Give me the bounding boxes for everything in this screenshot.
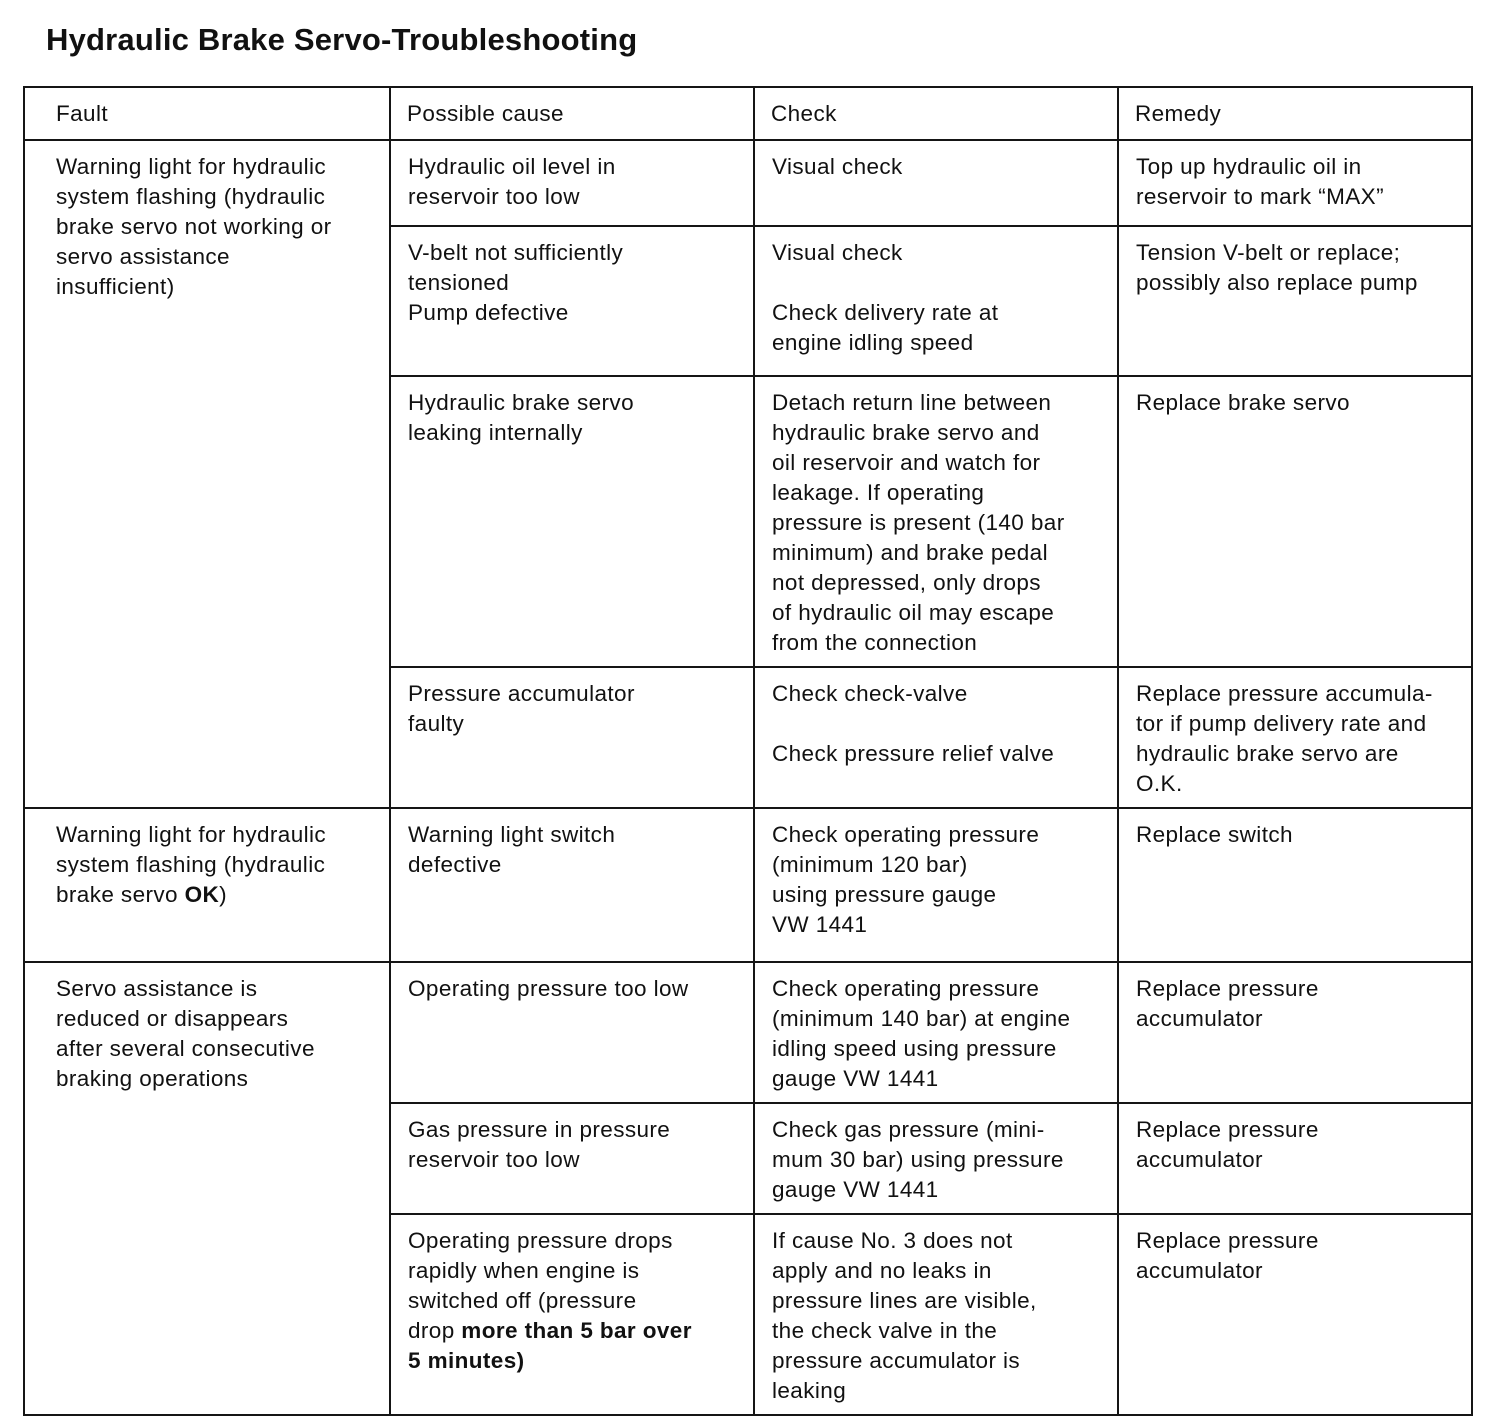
cause-text: Operating pressure drops rapidly when engine is switched off (pressure drop (408, 1228, 673, 1343)
column-header-possible-cause: Possible cause (390, 87, 754, 140)
remedy-cell: Replace brake servo (1118, 376, 1472, 667)
cause-cell: V-belt not sufficiently tensioned Pump defective (390, 226, 754, 376)
header-row (24, 87, 1472, 140)
cause-cell: Pressure accumulator faulty (390, 667, 754, 808)
cause-cell: Warning light switch defective (390, 808, 754, 962)
table-row (24, 962, 1472, 1103)
remedy-cell: Replace pressure accumulator (1118, 1103, 1472, 1214)
cause-cell: Hydraulic brake servo leaking internally (390, 376, 754, 667)
column-header-check: Check (754, 87, 1118, 140)
cause-cell: Gas pressure in pressure reservoir too low (390, 1103, 754, 1214)
fault-text-bold: OK (184, 882, 220, 907)
check-cell: Check operating pressure (minimum 140 bar) at engine idling speed using pressure gauge VW 1441 (754, 962, 1118, 1103)
check-cell: Visual check Check delivery rate at engine idling speed (754, 226, 1118, 376)
fault-text-end: ) (219, 882, 228, 907)
remedy-cell: Replace pressure accumula- tor if pump delivery rate and hydraulic brake servo are O.K. (1118, 667, 1472, 808)
remedy-cell: Tension V-belt or replace; possibly also replace pump (1118, 226, 1472, 376)
page-title: Hydraulic Brake Servo-Troubleshooting (46, 22, 638, 57)
cause-text-bold: more than 5 bar over 5 minutes) (408, 1318, 692, 1373)
column-header-fault: Fault (24, 87, 390, 140)
check-cell: Check check-valve Check pressure relief valve (754, 667, 1118, 808)
check-cell: Check operating pressure (minimum 120 bar) using pressure gauge VW 1441 (754, 808, 1118, 962)
cause-cell: Operating pressure too low (390, 962, 754, 1103)
column-header-remedy: Remedy (1118, 87, 1472, 140)
check-cell: If cause No. 3 does not apply and no leaks in pressure lines are visible, the check valve in the pressure accumulator is leaking (754, 1214, 1118, 1415)
table-row (24, 808, 1472, 962)
check-cell: Visual check (754, 140, 1118, 226)
fault-cell (24, 808, 390, 962)
fault-cell: Warning light for hydraulic system flashing (hydraulic brake servo not working or servo assistance insufficient) (24, 140, 390, 808)
check-cell: Detach return line between hydraulic brake servo and oil reservoir and watch for leakage. If operating pressure is present (140 bar minimum) and brake pedal not depressed, only drops of hydraulic oil may escape from the connection (754, 376, 1118, 667)
table-row (24, 140, 1472, 226)
remedy-cell: Replace pressure accumulator (1118, 1214, 1472, 1415)
troubleshooting-table (23, 86, 1473, 1416)
fault-cell: Servo assistance is reduced or disappears after several consecutive braking operations (24, 962, 390, 1415)
remedy-cell: Replace pressure accumulator (1118, 962, 1472, 1103)
remedy-cell: Top up hydraulic oil in reservoir to mark “MAX” (1118, 140, 1472, 226)
remedy-cell: Replace switch (1118, 808, 1472, 962)
cause-cell: Hydraulic oil level in reservoir too low (390, 140, 754, 226)
cause-cell (390, 1214, 754, 1415)
check-cell: Check gas pressure (mini- mum 30 bar) using pressure gauge VW 1441 (754, 1103, 1118, 1214)
fault-text: Warning light for hydraulic system flashing (hydraulic brake servo (56, 822, 327, 907)
